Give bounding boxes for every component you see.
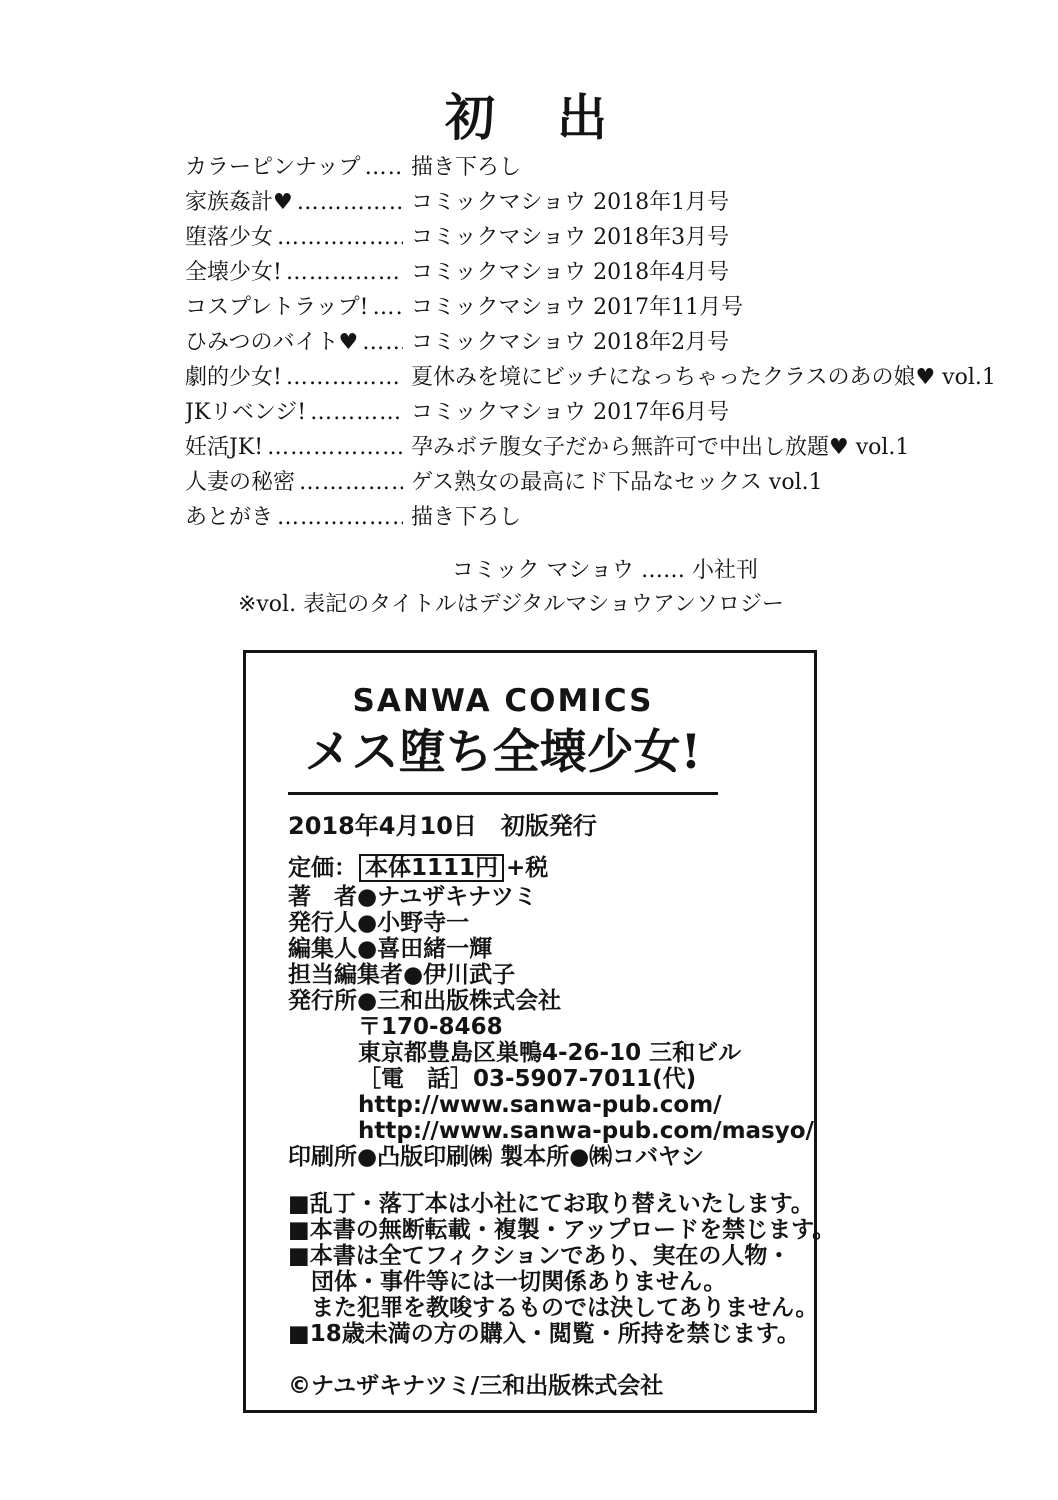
- leader-dots: [286, 360, 403, 395]
- leader-dots: [362, 325, 403, 360]
- notice-line: ■18歳未満の方の購入・閲覧・所持を禁じます。: [288, 1321, 800, 1347]
- list-item: [185, 290, 925, 325]
- list-item: [185, 185, 925, 220]
- leader-dots: [365, 150, 403, 185]
- notices-block: [288, 1191, 835, 1347]
- publisher-note: コミック マショウ …… 小社刊: [451, 558, 758, 583]
- list-item: [185, 360, 996, 395]
- book-title: メス堕ち全壊少女!: [304, 725, 702, 780]
- pub-row-source: 孕みボテ腹女子だから無許可で中出し放題♥ vol.1: [411, 435, 910, 460]
- pub-row-source: コミックマショウ 2017年11月号: [411, 295, 744, 320]
- bullet-separator: ●: [357, 936, 378, 962]
- bullet-separator: ●: [357, 884, 378, 910]
- imprint-label: SANWA COMICS: [352, 683, 654, 719]
- credit-row: [288, 910, 814, 936]
- list-item: [185, 500, 925, 535]
- pub-row-title: 劇的少女!: [185, 365, 282, 390]
- address-block: [288, 1014, 814, 1144]
- list-item: [185, 255, 925, 290]
- leader-dots: [277, 500, 403, 535]
- list-item: [185, 150, 925, 185]
- page-title: 初 出: [445, 88, 613, 147]
- pub-row-source: コミックマショウ 2018年3月号: [411, 225, 730, 250]
- notice-line: ■本書は全てフィクションであり、実在の人物・: [288, 1243, 791, 1269]
- leader-dots: [310, 395, 403, 430]
- pub-row-source: コミックマショウ 2018年2月号: [411, 330, 730, 355]
- credit-role: 担当編集者: [288, 962, 403, 988]
- pub-row-head: [185, 430, 403, 465]
- leader-dots: [299, 465, 403, 500]
- credits-list: [288, 884, 814, 1014]
- pub-row-title: 家族姦計♥: [185, 190, 293, 215]
- publication-details: [288, 854, 814, 1170]
- credit-name: 伊川武子: [423, 962, 516, 988]
- leader-dots: [286, 255, 403, 290]
- credit-name: ナユザキナツミ: [377, 884, 537, 910]
- colophon-box: [243, 650, 836, 1413]
- pub-row-source: 夏休みを境にビッチになっちゃったクラスのあの娘♥ vol.1: [411, 365, 996, 390]
- address-line: http://www.sanwa-pub.com/: [358, 1092, 722, 1118]
- notes-block: [0, 554, 784, 622]
- credit-role: 発行人: [288, 910, 357, 936]
- credit-row: [288, 962, 814, 988]
- price-label: 定価：: [288, 855, 357, 881]
- credit-row: [288, 936, 814, 962]
- pub-row-source: 描き下ろし: [411, 505, 522, 530]
- pub-row-title: あとがき: [185, 505, 274, 530]
- pub-row-source: 描き下ろし: [411, 155, 522, 180]
- pub-row-title: カラーピンナップ: [185, 155, 361, 180]
- pub-row-source: コミックマショウ 2017年6月号: [411, 400, 730, 425]
- pub-row-head: [185, 150, 403, 185]
- pub-row-source: コミックマショウ 2018年4月号: [411, 260, 730, 285]
- notice-line: 団体・事件等には一切関係ありません。: [288, 1269, 727, 1295]
- credit-row: [288, 988, 814, 1014]
- notice-line: ■本書の無断転載・複製・アップロードを禁じます。: [288, 1217, 836, 1243]
- address-line: 〒170-8468: [358, 1014, 503, 1040]
- list-item: [185, 465, 925, 500]
- pub-row-head: [185, 185, 403, 220]
- leader-dots: [277, 220, 403, 255]
- address-line: ［電 話］03-5907-7011(代): [358, 1066, 697, 1092]
- list-item: [185, 220, 925, 255]
- pub-row-head: [185, 325, 403, 360]
- notice-line: ■乱丁・落丁本は小社にてお取り替えいたします。: [288, 1191, 814, 1217]
- price-line: [288, 854, 814, 882]
- pub-row-head: [185, 500, 403, 535]
- credit-name: 小野寺一: [377, 910, 470, 936]
- bullet-separator: ●: [403, 962, 424, 988]
- pub-row-title: 人妻の秘密: [185, 470, 296, 495]
- pub-row-head: [185, 290, 403, 325]
- edition-line: 2018年4月10日 初版発行: [288, 812, 597, 840]
- printing-line: 印刷所●凸版印刷㈱ 製本所●㈱コバヤシ: [288, 1144, 704, 1170]
- price-amount-box: 本体1111円: [359, 854, 504, 882]
- vol-note: ※vol. 表記のタイトルはデジタルマショウアンソロジー: [237, 592, 784, 617]
- credit-role: 発行所: [288, 988, 357, 1014]
- pub-row-head: [185, 395, 403, 430]
- pub-row-title: コスプレトラップ!: [185, 295, 369, 320]
- pub-row-title: 妊活JK!: [185, 435, 264, 460]
- pub-row-source: コミックマショウ 2018年1月号: [411, 190, 730, 215]
- bullet-separator: ●: [357, 988, 378, 1014]
- pub-row-title: JKリベンジ!: [185, 400, 307, 425]
- credit-row: [288, 884, 814, 910]
- copyright-line: ©ナユザキナツミ/三和出版株式会社: [288, 1373, 664, 1399]
- bullet-separator: ●: [357, 910, 378, 936]
- leader-dots: [373, 290, 403, 325]
- pub-row-source: ゲス熟女の最高にド下品なセックス vol.1: [411, 470, 823, 495]
- pub-row-head: [185, 360, 403, 395]
- credit-role: 編集人: [288, 936, 357, 962]
- list-item: [185, 395, 925, 430]
- credit-name: 三和出版株式会社: [377, 988, 562, 1014]
- pub-row-title: 全壊少女!: [185, 260, 282, 285]
- list-item: [185, 325, 925, 360]
- address-line: http://www.sanwa-pub.com/masyo/: [358, 1118, 814, 1144]
- pub-row-title: 堕落少女: [185, 225, 274, 250]
- title-rule: [288, 792, 718, 795]
- credit-name: 喜田緒一輝: [377, 936, 493, 962]
- notice-line: また犯罪を教唆するものでは決してありません。: [288, 1295, 819, 1321]
- pub-row-head: [185, 465, 403, 500]
- leader-dots: [297, 185, 403, 220]
- pub-row-title: ひみつのバイト♥: [185, 330, 359, 355]
- pub-list: [185, 150, 996, 535]
- list-item: [185, 430, 925, 465]
- pub-row-head: [185, 220, 403, 255]
- credit-role: 著 者: [288, 884, 357, 910]
- pub-row-head: [185, 255, 403, 290]
- leader-dots: [267, 430, 403, 465]
- price-tax-suffix: +税: [506, 855, 549, 881]
- address-line: 東京都豊島区巣鴨4-26-10 三和ビル: [358, 1040, 742, 1066]
